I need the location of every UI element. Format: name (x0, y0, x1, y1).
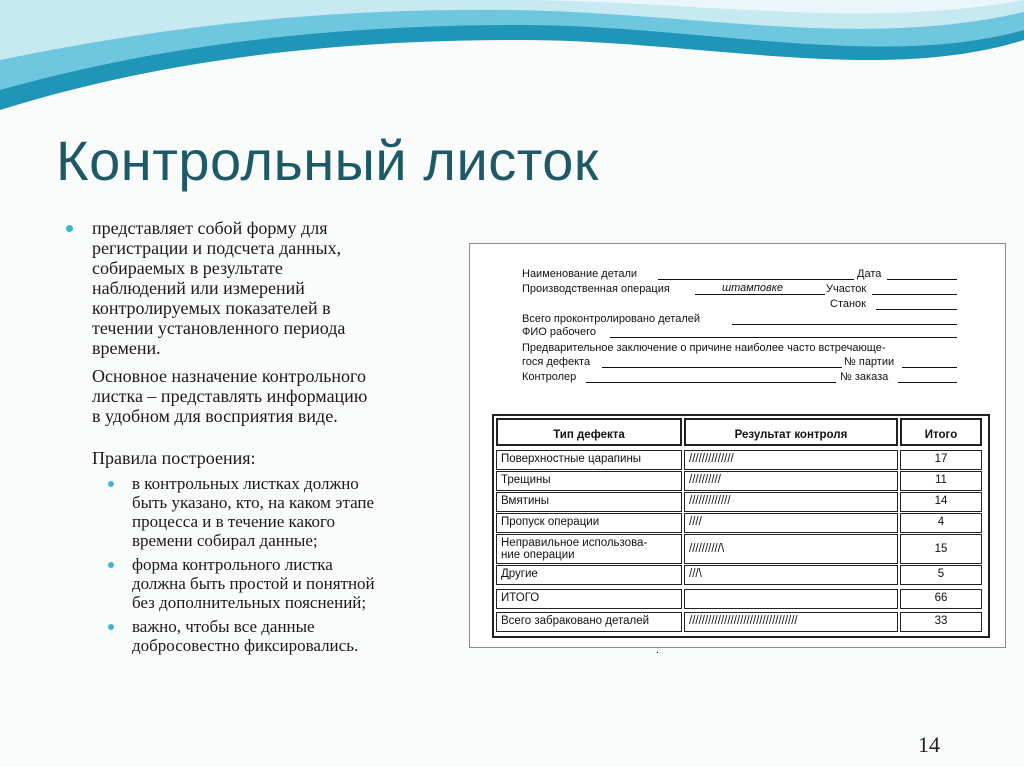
table-row-tally: //// (684, 513, 898, 533)
form-underline (610, 337, 957, 338)
intro-line: собираемых в результате (92, 258, 283, 278)
table-row-total: 5 (900, 565, 982, 585)
form-underline (602, 367, 842, 368)
table-row-tally: ///////////// (684, 492, 898, 512)
table-row-total: 14 (900, 492, 982, 512)
intro-line: регистрации и подсчета данных, (92, 238, 342, 258)
table-row-type-line: Неправильное использова- (501, 537, 648, 549)
intro-line: времени. (92, 338, 161, 358)
rule-line: добросовестно фиксировались. (132, 636, 359, 655)
form-conclusion-line1: Предварительное заключение о причине наиболее часто встречающе- (522, 342, 886, 354)
form-underline (658, 279, 854, 280)
form-underline (586, 382, 836, 383)
form-footnote: . (656, 644, 660, 656)
rule-item (64, 555, 459, 612)
form-total-checked-label: Всего проконтролировано деталей (522, 313, 701, 325)
slide-title: Контрольный листок (56, 129, 599, 192)
form-operation-value: штамповке (722, 282, 784, 294)
form-controller-label: Контролер (522, 371, 577, 383)
bullet-dot-icon (108, 481, 114, 487)
bullet-dot-icon (108, 562, 114, 568)
header-defect-type: Тип дефекта (496, 418, 682, 446)
form-underline (872, 294, 957, 295)
check-sheet-form (469, 243, 1006, 648)
rule-line: важно, чтобы все данные (132, 617, 315, 636)
table-row-type-line: ние операции (501, 549, 575, 561)
bullet-dot-icon (108, 624, 114, 630)
form-section-label: Участок (826, 283, 867, 295)
table-row-tally: ///\ (684, 565, 898, 585)
form-part-name-label: Наименование детали (522, 268, 638, 280)
form-operation-label: Производственная операция (522, 283, 670, 295)
intro-line: течении установленного периода (92, 318, 346, 338)
table-row-type: Другие (496, 565, 682, 585)
purpose-line: листка – представлять информацию (92, 386, 368, 406)
rule-item (64, 617, 459, 655)
purpose-paragraph (64, 366, 459, 426)
form-underline (732, 324, 957, 325)
table-row-type: Трещины (496, 471, 682, 491)
table-row-tally: //////////\ (684, 534, 898, 564)
table-row-type: Вмятины (496, 492, 682, 512)
intro-line: представляет собой форму для (92, 218, 328, 238)
header-control-result: Результат контроля (684, 418, 898, 446)
bullet-dot-icon (66, 225, 73, 232)
rejected-label: Всего забраковано деталей (496, 612, 682, 632)
form-conclusion-line2: гося дефекта (522, 356, 591, 368)
slide-body (64, 218, 459, 655)
form-machine-label: Станок (830, 298, 866, 310)
purpose-line: Основное назначение контрольного (92, 366, 366, 386)
table-row-total: 4 (900, 513, 982, 533)
intro-line: наблюдений или измерений (92, 278, 305, 298)
intro-line: контролируемых показателей в (92, 298, 331, 318)
table-row-total: 17 (900, 450, 982, 470)
rule-line: должна быть простой и понятной (132, 574, 375, 593)
table-row-type: Поверхностные царапины (496, 450, 682, 470)
itogo-total: 66 (900, 589, 982, 609)
rule-line: времени собирал данные; (132, 531, 318, 550)
table-row-tally: ////////////// (684, 450, 898, 470)
rule-line: форма контрольного листка (132, 555, 333, 574)
itogo-tally (684, 589, 898, 609)
rejected-tally: ////////////////////////////////// (684, 612, 898, 632)
form-underline (898, 382, 957, 383)
form-worker-label: ФИО рабочего (522, 326, 597, 338)
rule-line: в контрольных листках должно (132, 474, 359, 493)
table-row-type (496, 534, 682, 564)
form-underline (887, 279, 957, 280)
wave-header-decoration (0, 0, 1024, 120)
rejected-total: 33 (900, 612, 982, 632)
rule-line: быть указано, кто, на каком этапе (132, 493, 375, 512)
rules-title: Правила построения: (92, 448, 256, 468)
form-underline (695, 294, 825, 295)
defect-table (492, 414, 990, 638)
form-underline (876, 309, 957, 310)
form-date-label: Дата (857, 268, 882, 280)
header-total: Итого (900, 418, 982, 446)
rule-line: процесса и в течение какого (132, 512, 336, 531)
intro-bullet (64, 218, 459, 358)
table-row-tally: ////////// (684, 471, 898, 491)
form-underline (902, 367, 957, 368)
table-row-total: 11 (900, 471, 982, 491)
itogo-label: ИТОГО (496, 589, 682, 609)
rule-item (64, 474, 459, 550)
page-number: 14 (918, 732, 940, 757)
form-order-label: № заказа (840, 371, 889, 383)
form-batch-label: № партии (844, 356, 895, 368)
table-row-total: 15 (900, 534, 982, 564)
purpose-line: в удобном для восприятия виде. (92, 406, 338, 426)
table-row-type: Пропуск операции (496, 513, 682, 533)
rule-line: без дополнительных пояснений; (132, 593, 367, 612)
